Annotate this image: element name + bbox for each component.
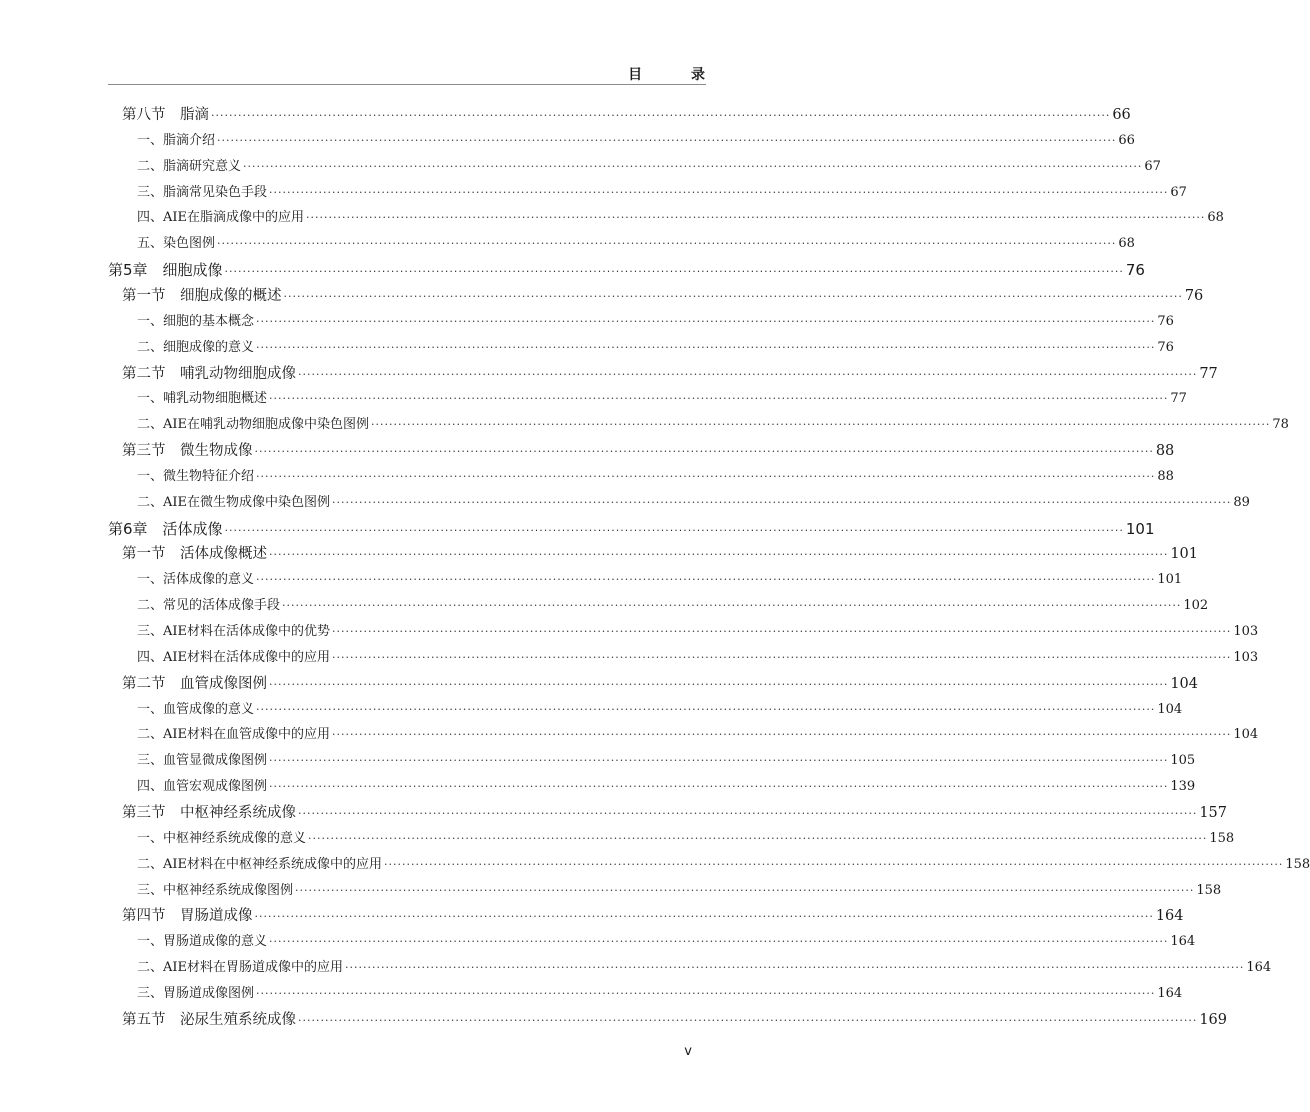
toc-subsection[interactable] <box>137 774 1196 800</box>
toc-entry-page: 103 <box>1233 624 1259 639</box>
toc-entry-page: 68 <box>1207 210 1224 226</box>
toc-entry-label: 二、AIE在哺乳动物细胞成像中染色图例 <box>137 417 370 433</box>
toc-entry-page: 104 <box>1170 675 1199 692</box>
toc-subsection[interactable] <box>137 826 1235 852</box>
toc-entry-label: 五、染色图例 <box>137 236 216 252</box>
toc-leader-dots: ········································································································································································································ <box>384 857 1284 871</box>
toc-subsection[interactable] <box>137 412 1289 438</box>
toc-entry-page: 101 <box>1125 519 1155 538</box>
toc-entry-label: 二、AIE材料在中枢神经系统成像中的应用 <box>137 856 383 872</box>
toc-entry-page: 164 <box>1170 934 1196 950</box>
toc-entry-page: 104 <box>1233 727 1259 743</box>
toc-leader-dots: ········································································································································································································ <box>243 159 1143 173</box>
toc-entry-label: 第八节 脂滴 <box>122 107 209 123</box>
toc-entry-page: 67 <box>1170 184 1187 200</box>
toc-leader-dots: ········································································································································································································ <box>269 185 1169 199</box>
toc-subsection[interactable] <box>137 722 1259 748</box>
toc-entry-label: 二、AIE材料在胃肠道成像中的应用 <box>137 960 344 976</box>
toc-entry-page: 88 <box>1155 443 1175 460</box>
toc-entry-page: 102 <box>1183 598 1209 614</box>
toc-subsection[interactable] <box>137 981 1183 1007</box>
toc-entry-page: 101 <box>1157 572 1183 588</box>
toc-entry-label: 一、中枢神经系统成像的意义 <box>137 830 307 846</box>
toc-leader-dots: ········································································································································································································ <box>256 314 1156 328</box>
toc-entry-page: 66 <box>1118 132 1135 148</box>
toc-entry-label: 第二节 哺乳动物细胞成像 <box>122 365 296 382</box>
toc-subsection[interactable] <box>137 386 1187 412</box>
toc-entry-label: 三、AIE材料在活体成像中的优势 <box>137 624 331 639</box>
toc-entry-label: 三、胃肠道成像图例 <box>137 985 255 1001</box>
toc-entry-page: 169 <box>1199 1011 1228 1028</box>
toc-leader-dots: ········································································································································································································ <box>256 986 1156 1000</box>
toc-leader-dots: ········································································································································································································ <box>332 650 1232 664</box>
toc-subsection[interactable] <box>137 878 1222 904</box>
toc-section[interactable] <box>122 361 1218 387</box>
toc-leader-dots: ········································································································································································································ <box>224 265 1124 279</box>
toc-subsection[interactable] <box>137 929 1196 955</box>
toc-entry-page: 78 <box>1272 417 1289 433</box>
toc-entry-page: 139 <box>1170 779 1196 795</box>
toc-entry-label: 四、血管宏观成像图例 <box>137 779 268 795</box>
toc-entry-page: 76 <box>1125 261 1145 280</box>
toc-leader-dots: ········································································································································································································ <box>332 495 1232 509</box>
toc-entry-label: 二、脂滴研究意义 <box>137 158 242 174</box>
toc-entry-label: 第三节 微生物成像 <box>122 443 253 460</box>
toc-entry-page: 103 <box>1233 649 1259 665</box>
toc-entry-page: 77 <box>1199 365 1218 382</box>
toc-section[interactable] <box>122 800 1228 826</box>
toc-entry-page: 164 <box>1155 908 1184 925</box>
toc-leader-dots: ········································································································································································································ <box>295 883 1195 897</box>
toc-entry-page: 76 <box>1184 287 1204 304</box>
toc-entry-page: 68 <box>1118 236 1135 252</box>
toc-leader-dots: ········································································································································································································ <box>256 469 1156 483</box>
toc-entry-label: 二、AIE材料在血管成像中的应用 <box>137 727 331 743</box>
toc-leader-dots: ········································································································································································································ <box>224 523 1124 537</box>
toc-entry-label: 一、哺乳动物细胞概述 <box>137 391 268 407</box>
toc-entry-label: 一、微生物特征介绍 <box>137 468 255 484</box>
toc-subsection[interactable] <box>137 231 1135 257</box>
toc-section[interactable] <box>122 283 1204 309</box>
toc-leader-dots: ········································································································································································································ <box>211 109 1111 122</box>
toc-subsection[interactable] <box>137 619 1259 645</box>
toc-leader-dots: ········································································································································································································ <box>298 367 1198 381</box>
header-rule <box>108 84 706 85</box>
toc-leader-dots: ········································································································································································································ <box>332 728 1232 742</box>
toc-entry-page: 67 <box>1144 158 1161 174</box>
toc-leader-dots: ········································································································································································································ <box>217 237 1117 251</box>
toc-entry-page: 157 <box>1199 804 1228 821</box>
toc-entry-label: 第四节 胃肠道成像 <box>122 908 253 925</box>
toc-entry-label: 第6章 活体成像 <box>108 519 223 538</box>
toc-leader-dots: ········································································································································································································ <box>256 702 1156 716</box>
toc-leader-dots: ········································································································································································································ <box>254 445 1154 459</box>
toc-entry-label: 一、血管成像的意义 <box>137 701 255 717</box>
toc-entry-label: 第一节 细胞成像的概述 <box>122 287 282 304</box>
toc-entry-label: 三、血管显微成像图例 <box>137 753 268 769</box>
toc-leader-dots: ········································································································································································································ <box>269 677 1169 691</box>
toc-entry-label: 三、中枢神经系统成像图例 <box>137 882 294 898</box>
toc-entry-label: 二、常见的活体成像手段 <box>137 598 281 614</box>
toc-entry-label: 二、细胞成像的意义 <box>137 339 255 355</box>
toc-entry-label: 第二节 血管成像图例 <box>122 675 267 692</box>
toc-section[interactable] <box>122 438 1175 464</box>
toc-entry-label: 一、活体成像的意义 <box>137 572 255 588</box>
toc-entry-page: 158 <box>1285 856 1310 872</box>
toc-entry-page: 105 <box>1170 753 1196 769</box>
toc-subsection[interactable] <box>137 180 1187 206</box>
toc-section[interactable] <box>122 1007 1228 1033</box>
toc-entry-page: 104 <box>1157 701 1183 717</box>
toc-subsection[interactable] <box>137 154 1161 180</box>
toc-entry-page: 164 <box>1246 960 1272 976</box>
toc-subsection[interactable] <box>137 490 1250 516</box>
toc-entry-page: 76 <box>1157 339 1174 355</box>
toc-entry-label: 二、AIE在微生物成像中染色图例 <box>137 494 331 510</box>
toc-leader-dots: ········································································································································································································ <box>269 780 1169 794</box>
toc-subsection[interactable] <box>137 697 1183 723</box>
toc-section[interactable] <box>122 903 1184 929</box>
toc-entry-label: 四、AIE在脂滴成像中的应用 <box>137 210 305 226</box>
toc-entry-label: 四、AIE材料在活体成像中的应用 <box>137 649 331 665</box>
page-header-title: 目 录 <box>628 67 727 83</box>
toc-subsection[interactable] <box>137 852 1310 878</box>
toc-subsection[interactable] <box>137 205 1224 231</box>
toc-entry-page: 77 <box>1170 391 1187 407</box>
toc-entry-label: 第一节 活体成像概述 <box>122 546 267 563</box>
toc-subsection[interactable] <box>137 593 1209 619</box>
toc-section[interactable] <box>122 102 1131 128</box>
toc-leader-dots: ········································································································································································································ <box>269 548 1169 562</box>
toc-leader-dots: ········································································································································································································ <box>217 133 1117 147</box>
toc-chapter[interactable] <box>108 516 1155 542</box>
page-number: v <box>684 1044 692 1059</box>
toc-chapter[interactable] <box>108 257 1145 283</box>
toc-entry-page: 158 <box>1209 830 1235 846</box>
toc-subsection[interactable] <box>137 309 1174 335</box>
toc-leader-dots: ········································································································································································································ <box>345 961 1245 975</box>
toc-leader-dots: ········································································································································································································ <box>308 831 1208 845</box>
toc-entry-label: 一、细胞的基本概念 <box>137 313 255 329</box>
toc-subsection[interactable] <box>137 645 1259 671</box>
toc-entry-page: 88 <box>1157 468 1174 484</box>
toc-leader-dots: ········································································································································································································ <box>332 625 1232 638</box>
toc-leader-dots: ········································································································································································································ <box>283 289 1183 303</box>
toc-entry-page: 158 <box>1196 882 1222 898</box>
toc-section[interactable] <box>122 541 1199 567</box>
toc-subsection[interactable] <box>137 128 1135 154</box>
toc-leader-dots: ········································································································································································································ <box>282 599 1182 613</box>
toc-leader-dots: ········································································································································································································ <box>306 211 1206 225</box>
toc-leader-dots: ········································································································································································································ <box>298 806 1198 820</box>
toc-subsection[interactable] <box>137 335 1174 361</box>
toc-subsection[interactable] <box>137 748 1196 774</box>
toc-leader-dots: ········································································································································································································ <box>269 392 1169 406</box>
toc-entry-label: 三、脂滴常见染色手段 <box>137 184 268 200</box>
toc-leader-dots: ········································································································································································································ <box>298 1013 1198 1027</box>
toc-leader-dots: ········································································································································································································ <box>269 935 1169 949</box>
toc-leader-dots: ········································································································································································································ <box>256 573 1156 587</box>
toc-entry-label: 第五节 泌尿生殖系统成像 <box>122 1011 296 1028</box>
toc-leader-dots: ········································································································································································································ <box>269 754 1169 768</box>
toc-entry-page: 101 <box>1170 546 1199 563</box>
toc-leader-dots: ········································································································································································································ <box>371 418 1271 432</box>
toc-entry-page: 164 <box>1157 985 1183 1001</box>
toc-leader-dots: ········································································································································································································ <box>256 340 1156 354</box>
toc-section[interactable] <box>122 671 1199 697</box>
toc-subsection[interactable] <box>137 955 1272 981</box>
toc-entry-label: 第5章 细胞成像 <box>108 261 223 280</box>
toc-subsection[interactable] <box>137 464 1174 490</box>
toc-entry-label: 一、脂滴介绍 <box>137 132 216 148</box>
toc-entry-label: 第三节 中枢神经系统成像 <box>122 804 296 821</box>
toc-entry-page: 89 <box>1233 494 1250 510</box>
toc-entry-label: 一、胃肠道成像的意义 <box>137 934 268 950</box>
toc-entry-page: 66 <box>1112 107 1131 123</box>
toc-entry-page: 76 <box>1157 313 1174 329</box>
toc-leader-dots: ········································································································································································································ <box>254 910 1154 924</box>
toc-subsection[interactable] <box>137 567 1183 593</box>
